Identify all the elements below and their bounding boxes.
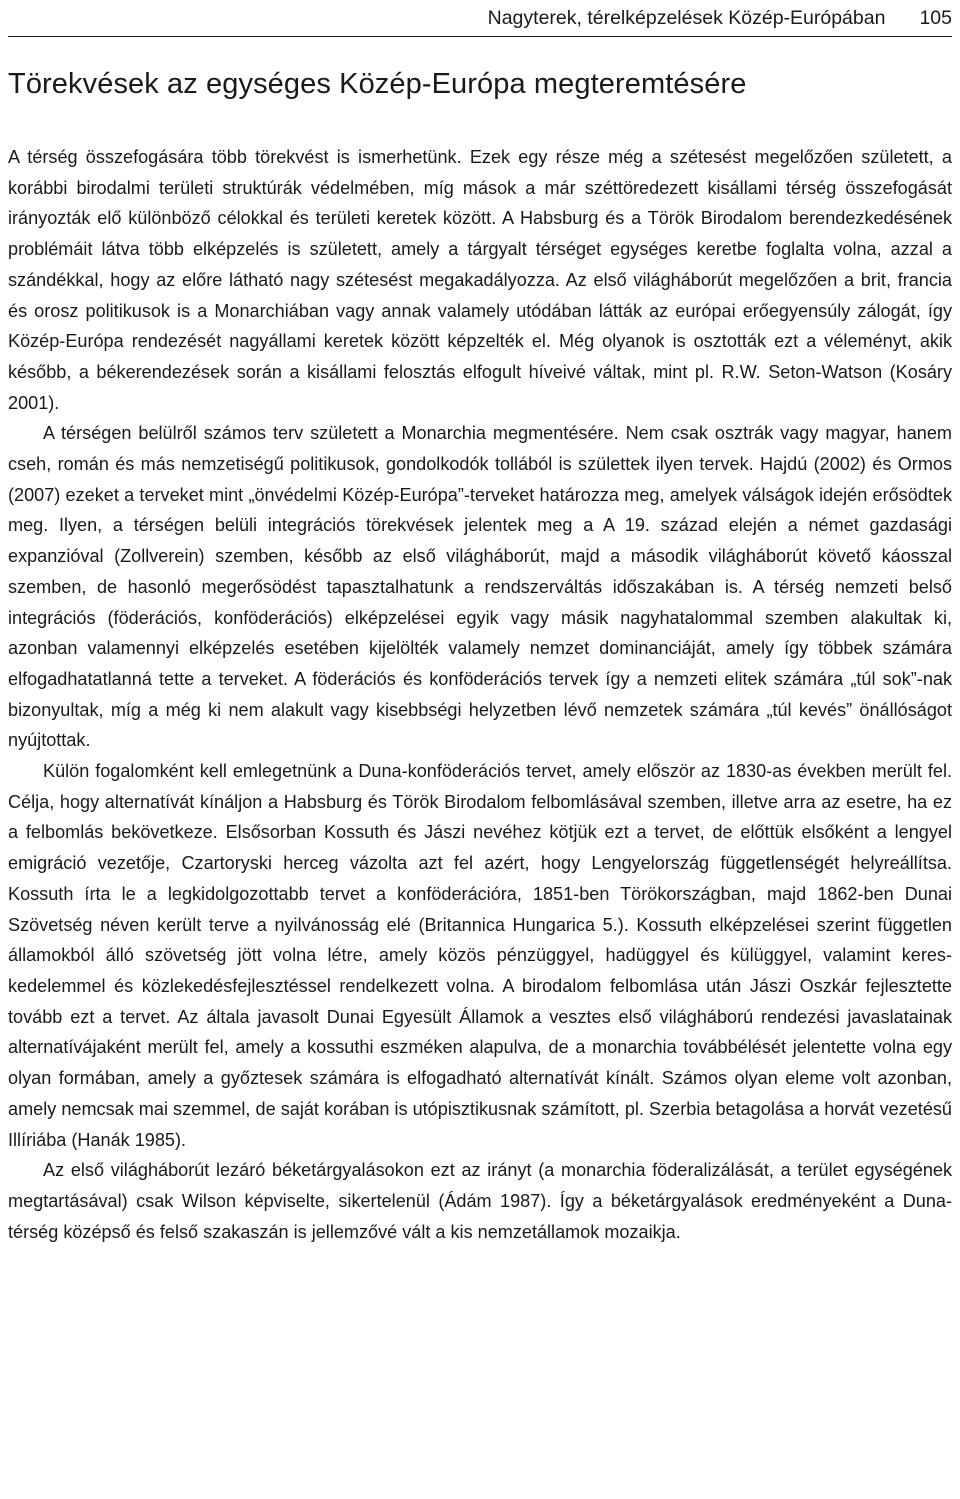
paragraph: A térségen belülről számos terv született a Monarchia megmentésére. Nem csak osztrák vagy magyar, hanem cseh, román és más nemzetiségű politikusok, gondolkodók tollából is születtek ilyen tervek. Hajdú (2002) és Ormos (2007) ezeket a terveket mint „önvédelmi Közép-Európa”-terveket határozza meg, amelyek válságok idején erősödtek meg. Ilyen, a térségen belüli integrációs törekvések jelentek meg a A 19. század elején a német gazdasági expanzióval (Zollverein) szemben, később az első világháborút, majd a második világháborút követő káosszal szemben, de hasonló megerősödést tapasztalhatunk a rendszerváltás időszakában is. A térség nemzeti belső integrációs (föderációs, konföderációs) elképzelései egyik vagy másik nagyhatalommal szemben alakultak ki, azonban valamennyi elképzelés esetében kijelölték valamely nemzet dominanciáját, amely így többek számára elfogadhatatlanná tette a terveket. A föderációs és konföderációs tervek így a nemzeti elitek számára „túl sok”-nak bizonyultak, míg a még ki nem alakult vagy kisebbségi helyzetben lévő nemzetek számára „túl kevés” önállóságot nyújtottak. xyxy=(8,423,952,751)
page-number: 105 xyxy=(919,6,952,29)
running-title: Nagyterek, térelképzelések Közép-Európában xyxy=(487,6,886,29)
paragraph: Külön fogalomként kell emlegetnünk a Duna-konföderációs tervet, amely először az 1830-as években merült fel. Célja, hogy alternatívát kínáljon a Habsburg és Török Birodalom felbomlásával szemben, illetve arra az esetre, ha ez a felbomlás bekövetkeze. Elsősorban Kossuth és Jászi nevéhez kötjük ezt a tervet, de előttük elsőként a lengyel emigráció vezetője, Czartoryski herceg vázolta azt fel azért, hogy Lengyelország függetlenségét helyreállítsa. Kossuth írta le a legkidolgozottabb tervet a konföderációra, 1851-ben Törökországban, majd 1862-ben Dunai Szövetség néven került terve a nyilvánosság elé (Britannica Hungarica 5.). Kossuth elképzelései szerint független államokból álló szövetség jött volna létre, amely közös pénzüggyel, hadüggyel és külüggyel, valamint kereskedelemmel és közlekedésfejlesztéssel rendelkezett volna. A birodalom felbomlása után Jászi Oszkár fejlesztette tovább ezt a tervet. Az általa javasolt Dunai Egyesült Államok a vesztes első világháború rendezési javaslatainak alternatívájaként merült fel, amely a kossuthi eszméken alapulva, de a monarchia továbbélését jelentette volna egy olyan formában, amely a győztesek számára is elfogadható alternatívát kínált. Számos olyan eleme volt azonban, amely nemcsak mai szemmel, de saját korában is utópisztikusnak számított, pl. Szerbia betagolása a horvát vezetésű Illíriába (Hanák 1985). xyxy=(8,761,952,1150)
paragraph: A térség összefogására több törekvést is ismerhetünk. Ezek egy része még a szétesést megelőzően született, a korábbi birodalmi területi struktúrák védelmében, míg mások a már széttöredezett kisállami térség összefogását irányozták elő különböző célokkal és területi keretek között. A Habsburg és a Török Birodalom berendezkedésének problémáit látva több elképzelés is született, amely a tárgyalt térséget egységes keretbe foglalta volna, azzal a szándékkal, hogy az előre látható nagy szétesést megakadályozza. Az első világháborút megelőzően a brit, francia és orosz politikusok is a Monarchiában vagy annak valamely utódában látták az európai erőegyensúly zálogát, így Közép-Európa rendezését nagyállami keretek között képzelték el. Még olyanok is osztották ezt a véleményt, akik később, a békerendezések során a kisállami felosztás elfogult híveivé váltak, mint pl. R.W. Seton-Watson (Kosáry 2001). xyxy=(8,147,952,413)
body-text xyxy=(8,142,952,1247)
running-header xyxy=(8,0,952,37)
chapter-title: Törekvések az egységes Közép-Európa megteremtésére xyxy=(8,68,747,100)
paragraph: Az első világháborút lezáró béketárgyalásokon ezt az irányt (a monarchia föderalizálását, a terület egységének megtartásával) csak Wilson képviselte, sikertelenül (Ádám 1987). Így a béketárgyalások eredményeként a Duna-térség középső és felső szakaszán is jellemzővé vált a kis nemzetállamok mozaikja. xyxy=(8,1160,952,1242)
